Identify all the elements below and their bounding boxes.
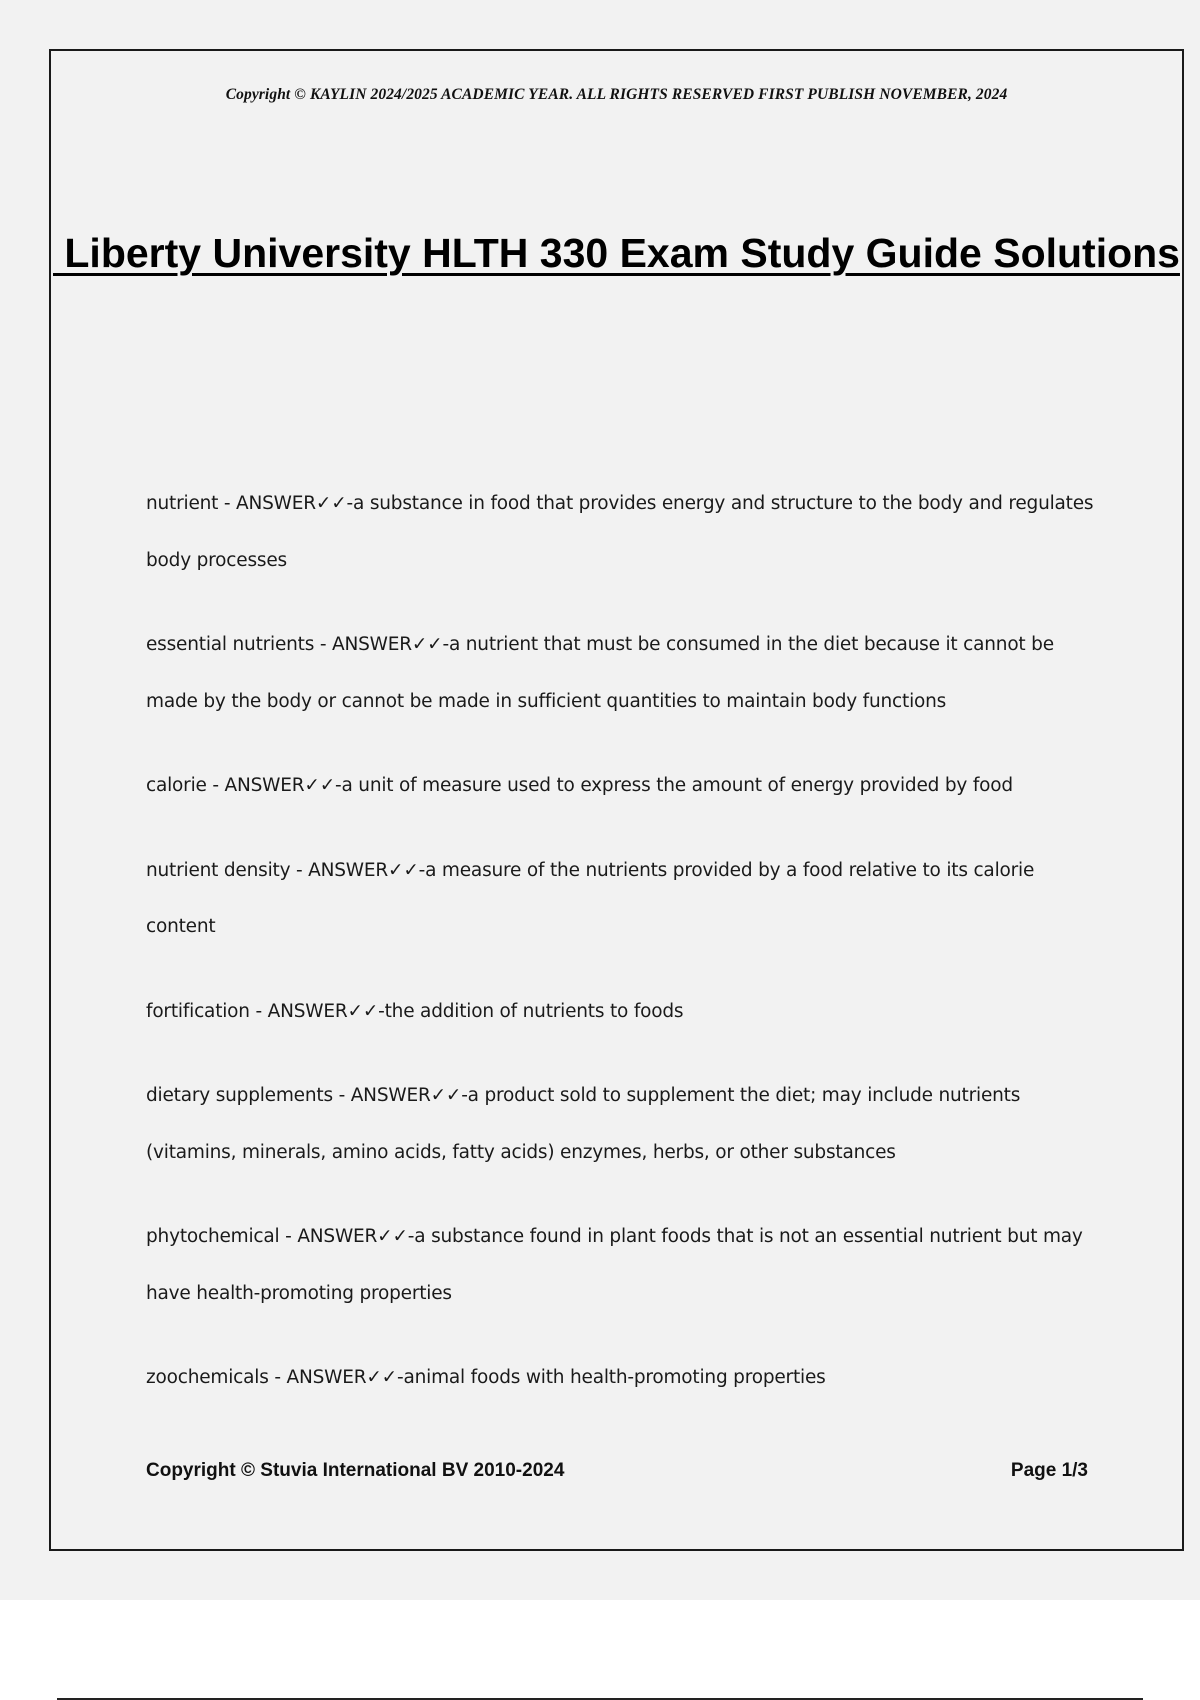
page-number: Page 1/3: [1010, 1460, 1088, 1481]
entry-zoochemicals: zoochemicals - ANSWER✓✓-animal foods with health-promoting properties: [146, 1367, 826, 1388]
header-copyright: Copyright © KAYLIN 2024/2025 ACADEMIC YEAR. ALL RIGHTS RESERVED FIRST PUBLISH NOVEMBER, 2024: [225, 86, 1008, 103]
entry-dietary-supplements: dietary supplements - ANSWER✓✓-a product sold to supplement the diet; may include nutrients (vitamins, minerals, amino acids, fatty acids) enzymes, herbs, or other substances: [146, 1085, 1021, 1163]
study-guide-entries: [146, 476, 1096, 1435]
entry-nutrient-density: nutrient density - ANSWER✓✓-a measure of the nutrients provided by a food relative to its calorie content: [146, 859, 1035, 937]
entry-essential-nutrients: essential nutrients - ANSWER✓✓-a nutrient that must be consumed in the diet because it cannot be made by the body or cannot be made in sufficient quantities to maintain body functions: [146, 634, 1054, 712]
document-title: [49, 210, 1184, 297]
entry-nutrient: nutrient - ANSWER✓✓-a substance in food that provides energy and structure to the body and regulates body processes: [146, 493, 1094, 571]
entry-calorie: calorie - ANSWER✓✓-a unit of measure used to express the amount of energy provided by food: [146, 775, 1013, 796]
document-title-text: Liberty University HLTH 330 Exam Study Guide Solutions: [53, 230, 1180, 276]
entry-phytochemical: phytochemical - ANSWER✓✓-a substance found in plant foods that is not an essential nutrient but may have health-promoting properties: [146, 1226, 1083, 1304]
entry-fortification: fortification - ANSWER✓✓-the addition of nutrients to foods: [146, 1000, 684, 1022]
footer-copyright: Copyright © Stuvia International BV 2010-2024: [146, 1460, 565, 1481]
